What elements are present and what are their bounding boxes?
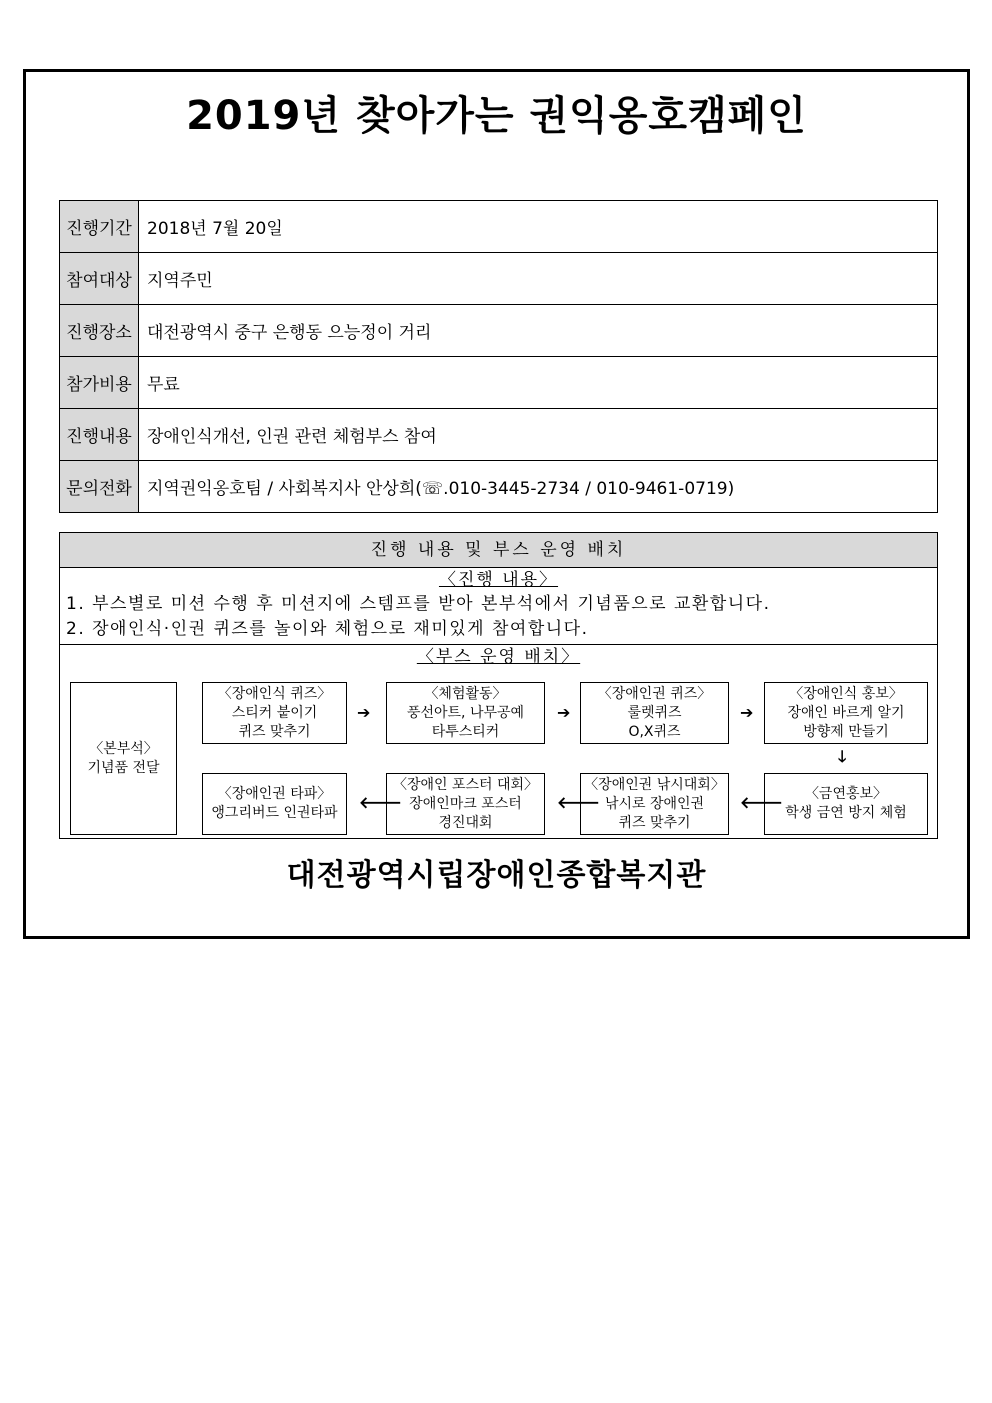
- booth-desc: O,X퀴즈: [628, 723, 681, 740]
- booth-title: 〈장애인 포스터 대회〉: [392, 776, 539, 793]
- info-row: [60, 461, 938, 513]
- booth-title: 〈장애인식 홍보〉: [789, 685, 903, 702]
- booth-desc: 퀴즈 맞추기: [618, 814, 691, 831]
- info-row: [60, 409, 938, 461]
- booth-box: [580, 773, 729, 835]
- booth-desc: 방향제 만들기: [803, 723, 889, 740]
- booth-box: [764, 773, 928, 835]
- info-row: [60, 253, 938, 305]
- booth-title: 〈장애인권 타파〉: [217, 786, 332, 802]
- booth-desc: 낚시로 장애인권: [604, 795, 705, 812]
- hq-desc: 기념품 전달: [87, 759, 160, 776]
- info-label: 참가비용: [60, 357, 139, 409]
- info-value: 무료: [139, 357, 938, 409]
- organization-name: 대전광역시립장애인종합복지관: [286, 858, 707, 893]
- info-label: 진행기간: [60, 201, 139, 253]
- info-label: 진행장소: [60, 305, 139, 357]
- arrow-right-icon: ➔: [357, 703, 371, 722]
- info-label: 문의전화: [60, 461, 139, 513]
- progress-line: 1. 부스별로 미션 수행 후 미션지에 스템프를 받아 본부석에서 기념품으로 교환합니다.: [66, 594, 771, 614]
- info-row: [60, 201, 938, 253]
- booth-desc: 학생 금연 방지 체험: [785, 805, 907, 821]
- arrow-left-icon: 🡐: [359, 793, 402, 812]
- booth-desc: 퀴즈 맞추기: [238, 723, 311, 740]
- booth-desc: 장애인 바르게 알기: [787, 704, 905, 721]
- info-value: 장애인식개선, 인권 관련 체험부스 참여: [139, 409, 938, 461]
- info-value: 지역주민: [139, 253, 938, 305]
- info-row: [60, 357, 938, 409]
- arrow-right-icon: ➔: [557, 703, 571, 722]
- document-title: 2019년 찾아가는 권익옹호캠페인: [186, 93, 807, 139]
- progress-content: [60, 568, 937, 645]
- info-row: [60, 305, 938, 357]
- info-value: 대전광역시 중구 은행동 으능정이 거리: [139, 305, 938, 357]
- booth-layout: [60, 645, 937, 838]
- hq-title: 〈본부석〉: [89, 740, 158, 757]
- booth-title: 〈금연홍보〉: [804, 786, 888, 802]
- booth-title: 〈장애인권 퀴즈〉: [597, 685, 712, 702]
- document-frame: [23, 69, 970, 939]
- progress-line: 2. 장애인식·인권 퀴즈를 놀이와 체험으로 재미있게 참여합니다.: [66, 619, 589, 639]
- info-value: 2018년 7월 20일: [139, 201, 938, 253]
- arrow-right-icon: ➔: [740, 703, 754, 722]
- booth-desc: 타투스티커: [431, 723, 500, 740]
- booth-layout-title: 〈부스 운영 배치〉: [416, 647, 581, 667]
- section-header: 진행 내용 및 부스 운영 배치: [60, 533, 937, 568]
- hq-box: [70, 682, 177, 835]
- booth-desc: 풍선아트, 나무공예: [406, 704, 525, 721]
- booth-desc: 경진대회: [438, 814, 493, 831]
- program-section: [59, 532, 938, 839]
- booth-desc: 장애인마크 포스터: [409, 795, 522, 812]
- progress-title: 〈진행 내용〉: [438, 570, 559, 590]
- booth-box: [202, 773, 347, 835]
- info-label: 진행내용: [60, 409, 139, 461]
- booth-box: [202, 682, 347, 744]
- info-value: 지역권익옹호팀 / 사회복지사 안상희(☏.010-3445-2734 / 010-9461-0719): [139, 461, 938, 513]
- info-label: 참여대상: [60, 253, 139, 305]
- booth-title: 〈장애인식 퀴즈〉: [217, 685, 332, 702]
- booth-box: [386, 773, 545, 835]
- booth-desc: 룰렛퀴즈: [627, 704, 682, 721]
- booth-box: [386, 682, 545, 744]
- booth-box: [764, 682, 928, 744]
- arrow-left-icon: 🡐: [740, 793, 783, 812]
- arrow-left-icon: 🡐: [557, 793, 600, 812]
- booth-desc: 앵그리버드 인권타파: [211, 805, 338, 821]
- info-table: [59, 200, 938, 513]
- arrow-down-icon: 🡓: [838, 747, 847, 766]
- booth-title: 〈장애인권 낚시대회〉: [584, 776, 725, 793]
- booth-box: [580, 682, 729, 744]
- booth-desc: 스티커 붙이기: [231, 704, 318, 721]
- booth-title: 〈체험활동〉: [424, 685, 507, 702]
